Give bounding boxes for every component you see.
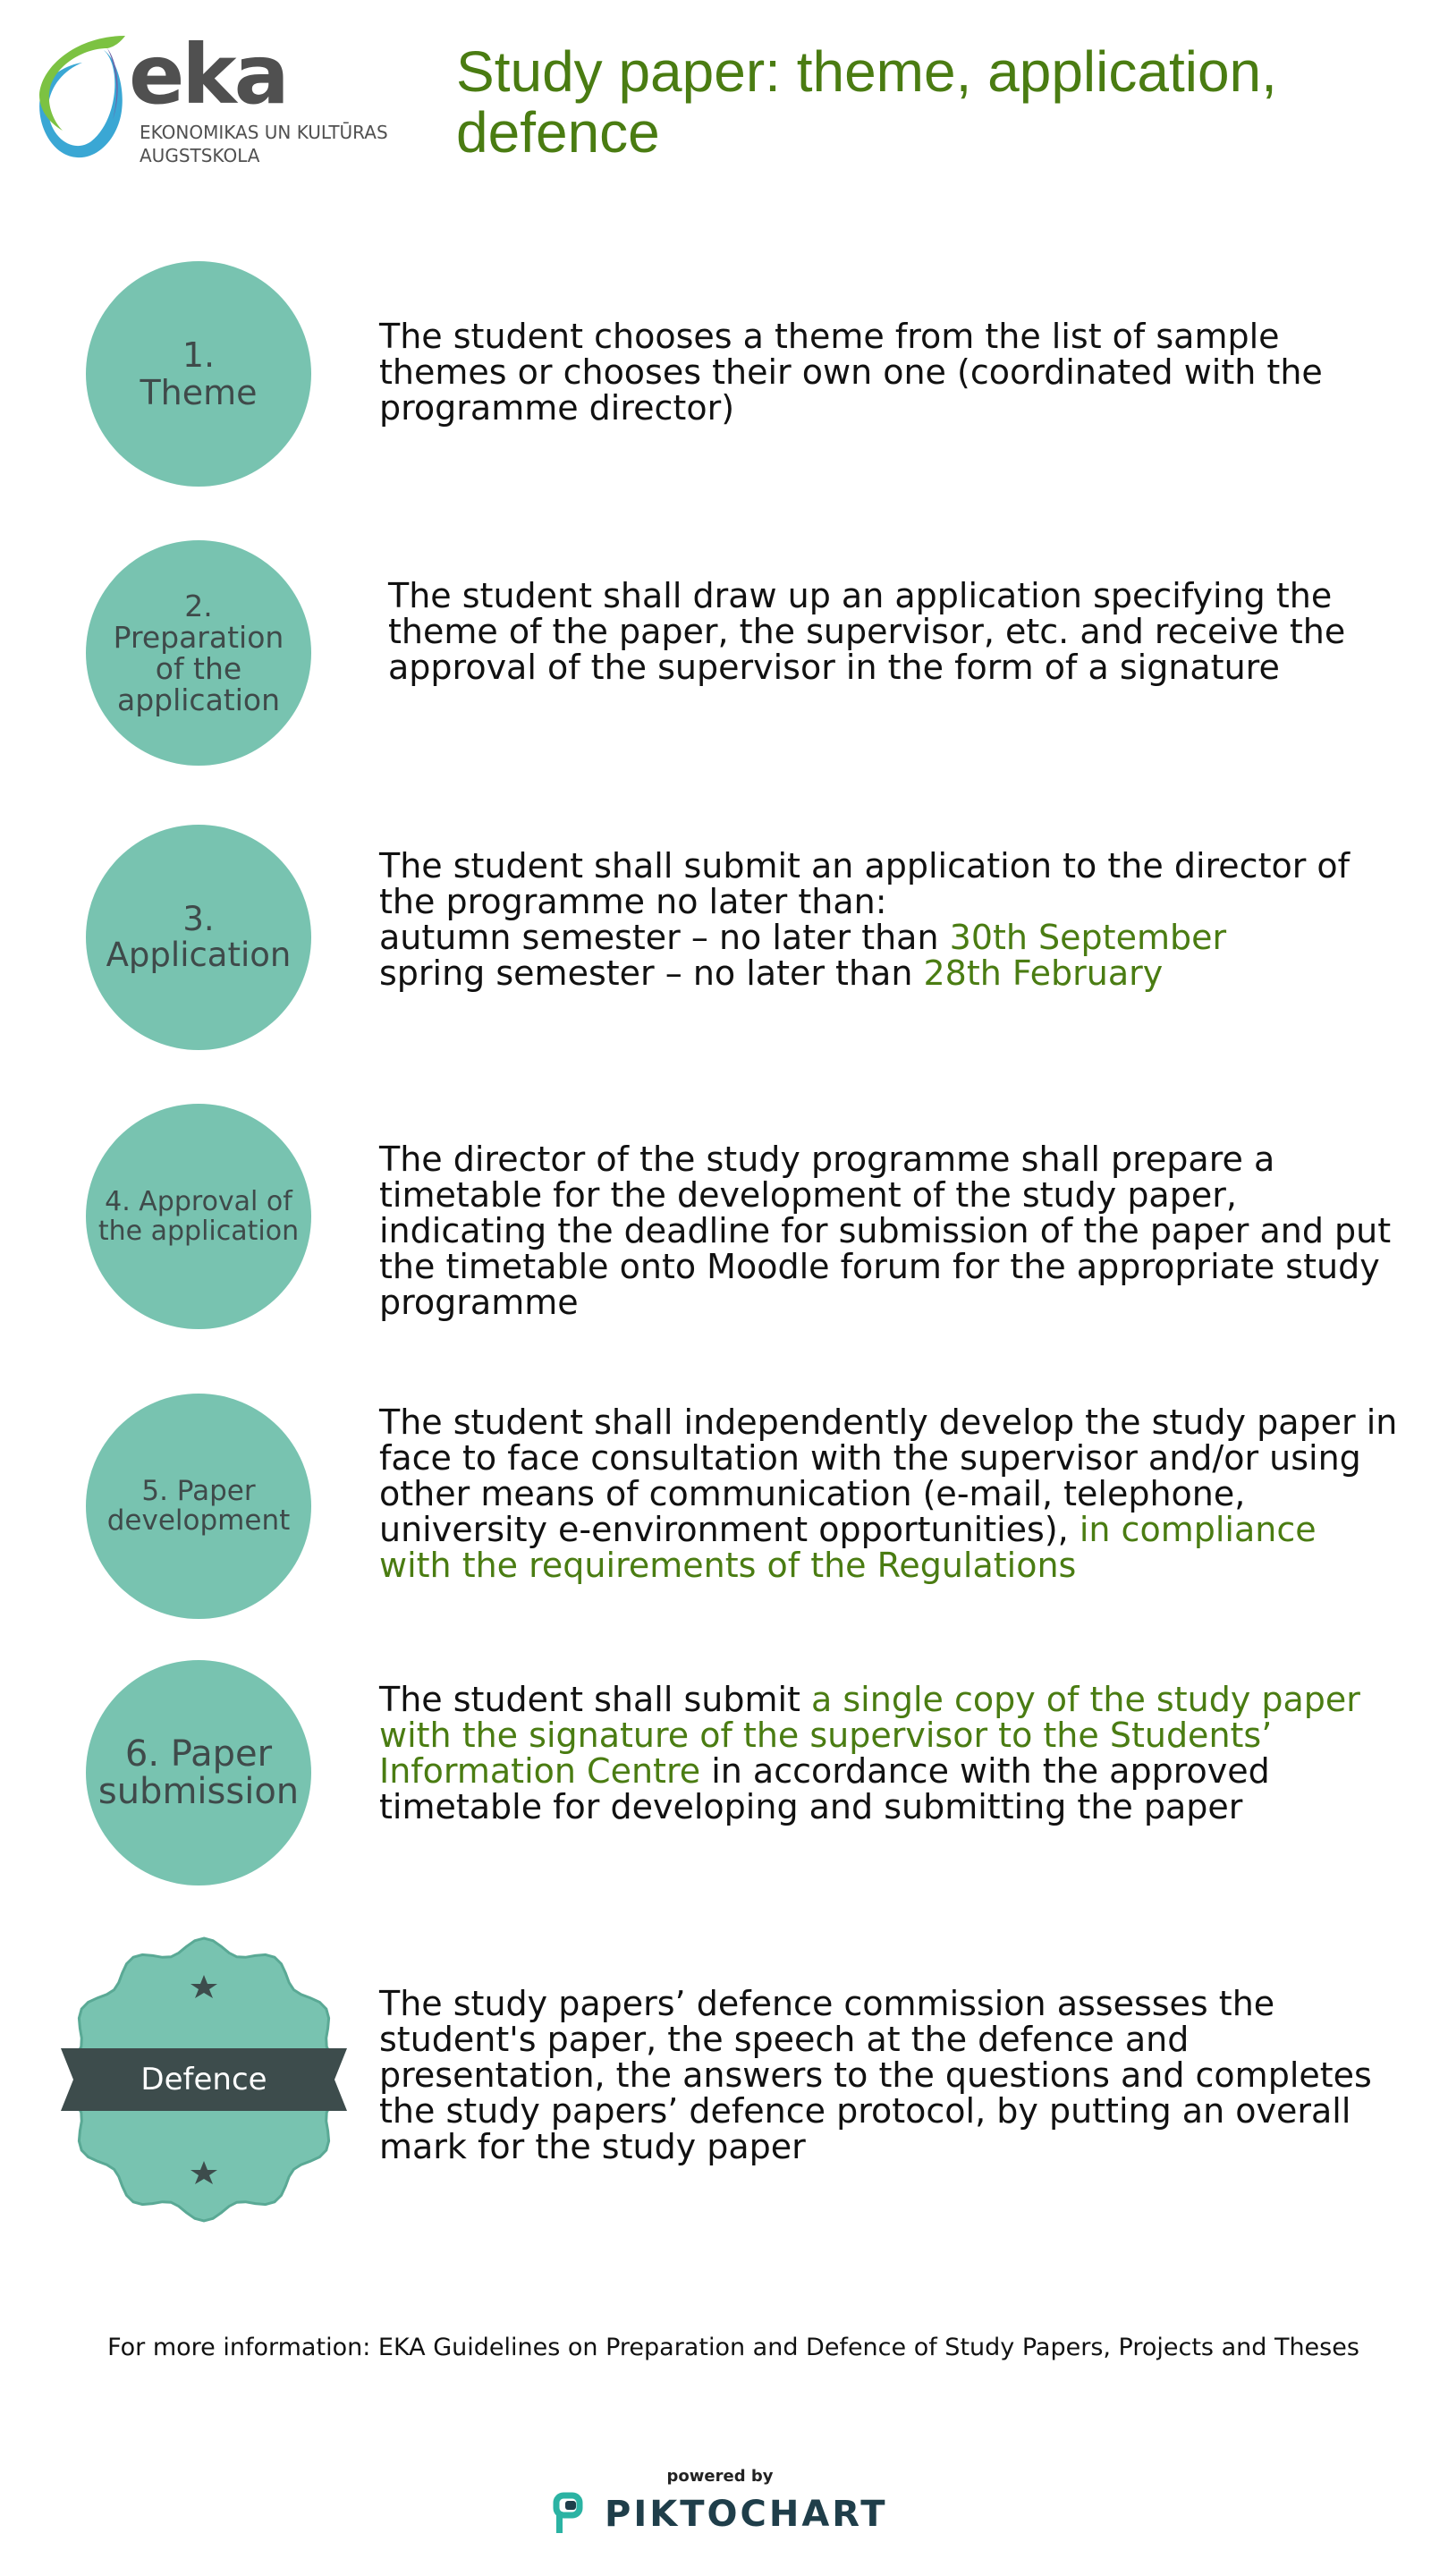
highlighted-text: 30th September — [949, 918, 1227, 957]
piktochart-logo-icon — [553, 2492, 592, 2537]
step-4-circle: 4. Approval of the application — [86, 1104, 311, 1329]
description-text: The student shall submit — [379, 1680, 812, 1719]
powered-by-label: powered by — [666, 2467, 774, 2486]
description-text: The student shall submit an application to the director of the programme no later than: autumn semester – no later than — [379, 846, 1351, 957]
eka-logo — [32, 27, 408, 174]
description-text: The director of the study programme shall prepare a timetable for the development of the study paper, indicating the deadline for submission of the paper and put the timetable onto Moodle forum for the appropriate study programme — [379, 1140, 1392, 1322]
logo-subtitle-line-1: EKONOMIKAS UN KULTŪRAS — [140, 122, 388, 143]
defence-badge — [61, 1932, 347, 2227]
description-text: in accordance with the approved timetable for developing and submitting the paper — [379, 1751, 1270, 1826]
defence-description: The study papers’ defence commission assesses the student's paper, the speech at the defence and presentation, the answers to the questions and completes the study papers’ defence protocol, by putting an overall mark for the study paper — [379, 1984, 1372, 2166]
piktochart-wordmark: PIKTOCHART — [605, 2494, 888, 2535]
step-3-description — [379, 848, 1399, 991]
more-information-note: For more information: EKA Guidelines on Preparation and Defence of Study Papers, Projects and Theses — [107, 2334, 1359, 2361]
step-6-description — [379, 1682, 1399, 1825]
defence-label: Defence — [140, 2062, 267, 2097]
page-title: Study paper: theme, application, defence — [456, 39, 1277, 165]
step-5-circle: 5. Paper development — [86, 1394, 311, 1619]
step-2-circle: 2. Preparation of the application — [86, 540, 311, 766]
piktochart-brand — [553, 2492, 888, 2537]
step-1-description — [379, 318, 1399, 426]
highlighted-text: 28th February — [923, 953, 1164, 993]
step-6-circle: 6. Paper submission — [86, 1660, 311, 1885]
description-text: The student chooses a theme from the list of sample themes or chooses their own one (coordinated with the programme director) — [379, 317, 1323, 428]
step-3-circle: 3. Application — [86, 825, 311, 1050]
step-5-description — [379, 1404, 1399, 1583]
logo-wordmark: eka — [129, 27, 287, 123]
eka-swoosh-icon — [32, 30, 140, 165]
description-text: The student shall draw up an application specifying the theme of the paper, the supervisor, etc. and receive the approval of the supervisor in the form of a signature — [388, 576, 1346, 687]
step-2-description — [388, 578, 1408, 685]
highlighted-text: in compliance with the requirements of the Regulations — [379, 1510, 1317, 1585]
step-4-description — [379, 1141, 1399, 1320]
logo-subtitle-line-2: AUGSTSKOLA — [140, 145, 260, 166]
highlighted-text: a single copy of the study paper with the signature of the supervisor to the Students’ Information Centre — [379, 1680, 1360, 1791]
description-text: spring semester – no later than — [379, 953, 913, 993]
step-1-circle: 1. Theme — [86, 261, 311, 487]
description-text: The student shall independently develop the study paper in face to face consultation with the supervisor and/or using other means of communication (e-mail, telephone, university e-environment opportunities), — [379, 1402, 1398, 1549]
